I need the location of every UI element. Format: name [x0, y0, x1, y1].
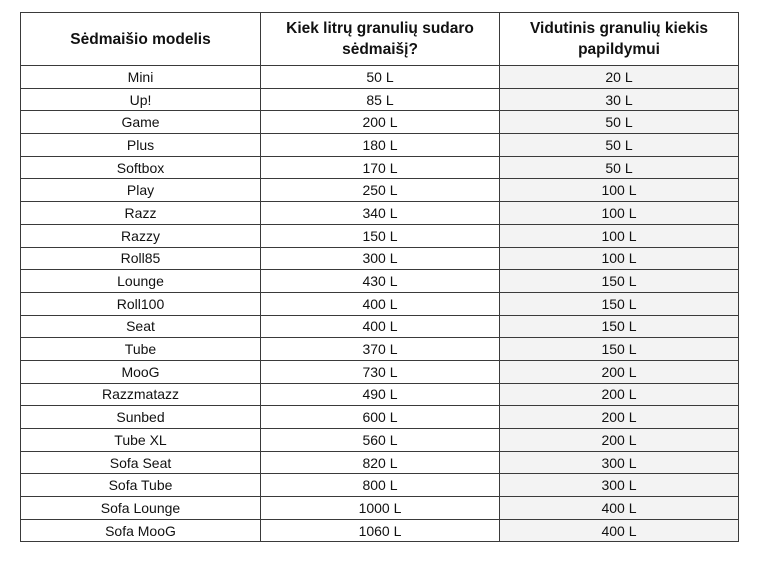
cell-total-volume: 85 L — [261, 88, 500, 111]
table-row — [21, 474, 739, 497]
cell-model: Seat — [21, 315, 261, 338]
cell-model: Sunbed — [21, 406, 261, 429]
cell-refill-amount: 50 L — [500, 134, 739, 157]
table-row — [21, 360, 739, 383]
cell-refill-amount: 50 L — [500, 111, 739, 134]
cell-total-volume: 1000 L — [261, 497, 500, 520]
cell-total-volume: 200 L — [261, 111, 500, 134]
cell-model: Razzy — [21, 224, 261, 247]
cell-total-volume: 820 L — [261, 451, 500, 474]
table-row — [21, 315, 739, 338]
table-row — [21, 202, 739, 225]
cell-model: MooG — [21, 360, 261, 383]
cell-refill-amount: 20 L — [500, 66, 739, 89]
cell-total-volume: 250 L — [261, 179, 500, 202]
cell-total-volume: 370 L — [261, 338, 500, 361]
cell-refill-amount: 300 L — [500, 474, 739, 497]
cell-refill-amount: 50 L — [500, 156, 739, 179]
cell-refill-amount: 150 L — [500, 292, 739, 315]
cell-model: Roll100 — [21, 292, 261, 315]
table-row — [21, 66, 739, 89]
cell-refill-amount: 100 L — [500, 202, 739, 225]
table-row — [21, 338, 739, 361]
cell-total-volume: 490 L — [261, 383, 500, 406]
table-row — [21, 451, 739, 474]
cell-refill-amount: 150 L — [500, 315, 739, 338]
cell-model: Play — [21, 179, 261, 202]
cell-total-volume: 560 L — [261, 429, 500, 452]
table-body — [21, 66, 739, 542]
cell-model: Roll85 — [21, 247, 261, 270]
cell-refill-amount: 200 L — [500, 429, 739, 452]
cell-model: Razz — [21, 202, 261, 225]
cell-total-volume: 1060 L — [261, 519, 500, 542]
cell-total-volume: 730 L — [261, 360, 500, 383]
header-model: Sėdmaišio modelis — [21, 13, 261, 66]
cell-refill-amount: 200 L — [500, 383, 739, 406]
cell-model: Sofa Seat — [21, 451, 261, 474]
cell-total-volume: 430 L — [261, 270, 500, 293]
cell-model: Up! — [21, 88, 261, 111]
cell-total-volume: 170 L — [261, 156, 500, 179]
cell-model: Plus — [21, 134, 261, 157]
cell-total-volume: 300 L — [261, 247, 500, 270]
cell-total-volume: 180 L — [261, 134, 500, 157]
cell-model: Softbox — [21, 156, 261, 179]
cell-model: Lounge — [21, 270, 261, 293]
cell-total-volume: 800 L — [261, 474, 500, 497]
table-row — [21, 497, 739, 520]
cell-refill-amount: 150 L — [500, 338, 739, 361]
table-row — [21, 134, 739, 157]
table-row — [21, 429, 739, 452]
table-row — [21, 111, 739, 134]
cell-model: Razzmatazz — [21, 383, 261, 406]
table-row — [21, 247, 739, 270]
header-total-volume: Kiek litrų granulių sudaro sėdmaišį? — [261, 13, 500, 66]
header-row — [21, 13, 739, 66]
cell-refill-amount: 100 L — [500, 224, 739, 247]
cell-model: Sofa Lounge — [21, 497, 261, 520]
table-row — [21, 224, 739, 247]
cell-model: Sofa Tube — [21, 474, 261, 497]
cell-total-volume: 50 L — [261, 66, 500, 89]
cell-refill-amount: 400 L — [500, 519, 739, 542]
bean-bag-refill-table — [20, 12, 739, 542]
table-row — [21, 88, 739, 111]
cell-refill-amount: 100 L — [500, 179, 739, 202]
cell-total-volume: 400 L — [261, 292, 500, 315]
cell-refill-amount: 30 L — [500, 88, 739, 111]
header-refill-amount: Vidutinis granulių kiekis papildymui — [500, 13, 739, 66]
cell-total-volume: 400 L — [261, 315, 500, 338]
cell-refill-amount: 300 L — [500, 451, 739, 474]
cell-total-volume: 600 L — [261, 406, 500, 429]
cell-model: Tube XL — [21, 429, 261, 452]
cell-model: Tube — [21, 338, 261, 361]
table-row — [21, 519, 739, 542]
table-row — [21, 179, 739, 202]
cell-refill-amount: 200 L — [500, 360, 739, 383]
table-row — [21, 292, 739, 315]
cell-refill-amount: 200 L — [500, 406, 739, 429]
cell-refill-amount: 150 L — [500, 270, 739, 293]
cell-model: Game — [21, 111, 261, 134]
cell-refill-amount: 400 L — [500, 497, 739, 520]
table-row — [21, 156, 739, 179]
cell-model: Mini — [21, 66, 261, 89]
table-row — [21, 406, 739, 429]
table-row — [21, 383, 739, 406]
cell-refill-amount: 100 L — [500, 247, 739, 270]
cell-total-volume: 340 L — [261, 202, 500, 225]
table-row — [21, 270, 739, 293]
cell-total-volume: 150 L — [261, 224, 500, 247]
cell-model: Sofa MooG — [21, 519, 261, 542]
